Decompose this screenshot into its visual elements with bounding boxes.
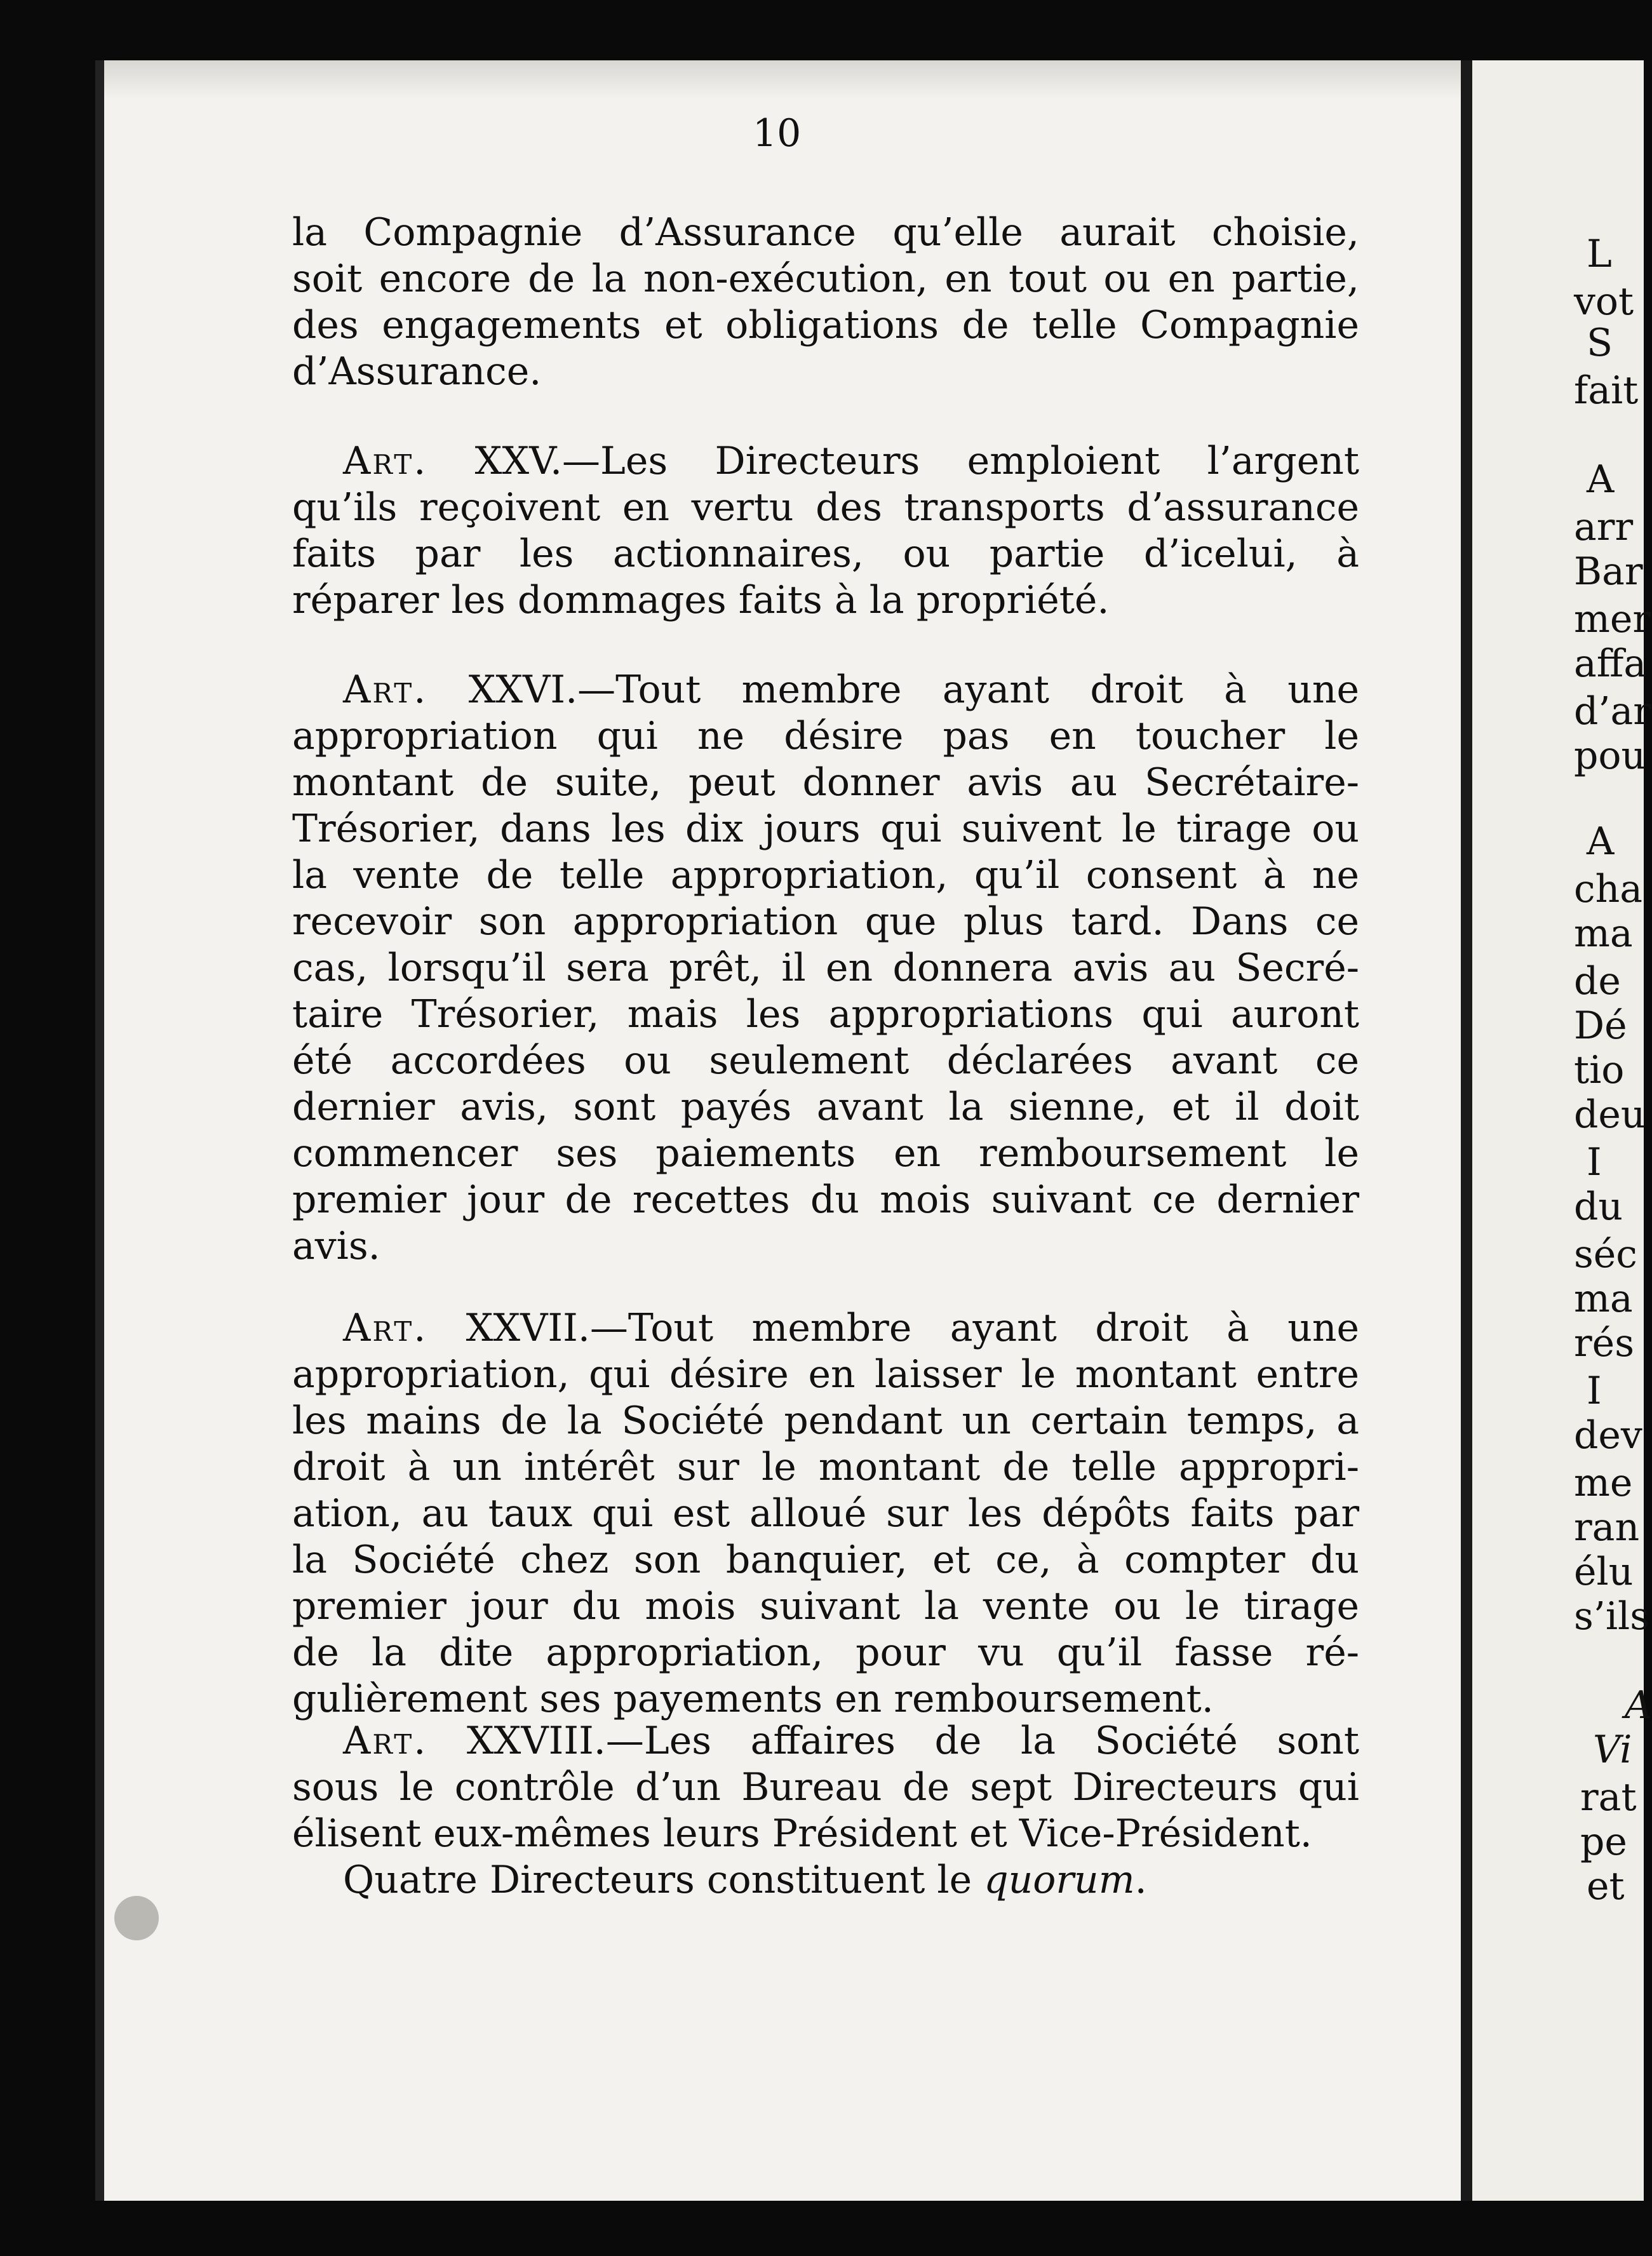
right-page-fragment: me [1574,1461,1633,1505]
text-line: élisent eux-mêmes leurs Président et Vice-Président. [292,1811,1312,1856]
article-label: Art. [343,668,428,712]
right-page-fragment: arr [1574,505,1634,549]
quorum-line [292,1857,1359,1903]
text-line: premier jour de recettes du mois suivant ce dernier [292,1178,1359,1222]
right-page-fragment: Dé [1574,1004,1627,1048]
right-page-fragment: deu [1574,1092,1646,1137]
right-page-fragment: du [1574,1185,1623,1229]
right-page-fragment: S [1587,321,1613,365]
right-page-fragment: pe [1580,1820,1627,1864]
right-page-fragment: rat [1580,1775,1637,1820]
right-page-fragment: A [1587,819,1615,864]
text-line: premier jour du mois suivant la vente ou le tirage [292,1584,1359,1628]
article-heading-line [292,667,1359,713]
right-page-fragment: A [1587,457,1615,502]
text-line: des engagements et obligations de telle Compagnie [292,303,1359,347]
text-line: été accordées ou seulement déclarées avant ce [292,1038,1359,1083]
text-line: recevoir son appropriation que plus tard. Dans ce [292,899,1359,944]
article-label: Art. [343,1306,428,1350]
paragraph-continuation [292,210,1359,395]
text-line: . [1134,1858,1147,1902]
text-line: la Compagnie d’Assurance qu’elle aurait choisie, [292,210,1359,255]
text-line: appropriation, qui désire en laisser le montant entre [292,1352,1359,1397]
right-page-fragment: I [1587,1369,1602,1413]
article-heading-line [292,1718,1359,1764]
right-page-fragment: ma [1574,911,1633,956]
article-label: Art. [343,1719,428,1763]
right-page-fragment: ran [1574,1505,1640,1550]
right-page-fragment: L [1587,232,1612,276]
text-line: gulièrement ses payements en remboursement. [292,1677,1214,1721]
article-heading-line [292,1305,1359,1352]
text-line: réparer les dommages faits à la propriété. [292,578,1110,622]
text-line: Trésorier, dans les dix jours qui suivent le tirage ou [292,807,1359,851]
quorum-emphasis: quorum [984,1858,1135,1902]
text-line: faits par les actionnaires, ou partie d’icelui, à [292,532,1359,576]
article-label: Art. [343,439,428,483]
right-page-fragment: affa [1574,641,1647,686]
right-page-fragment: rés [1574,1321,1634,1366]
text-line: montant de suite, peut donner avis au Secrétaire- [292,760,1359,805]
text-line: la vente de telle appropriation, qu’il consent à ne [292,853,1359,897]
text-line: avis. [292,1224,380,1268]
text-line: XXV.—Les Directeurs emploient l’argent [427,439,1359,483]
right-page-fragment: séc [1574,1232,1637,1277]
text-line: ation, au taux qui est alloué sur les dépôts faits par [292,1491,1359,1536]
right-page-fragment: élu [1574,1550,1634,1594]
right-page-fragment: vot [1574,279,1634,324]
text-line: dernier avis, sont payés avant la sienne, et il doit [292,1085,1359,1129]
text-line: XXVII.—Tout membre ayant droit à une [427,1306,1359,1350]
text-line: taire Trésorier, mais les appropriations qui auront [292,992,1359,1037]
right-page-fragment: fait [1574,368,1639,413]
article-xxvi [292,667,1359,1270]
article-xxv [292,438,1359,624]
text-line: cas, lorsqu’il sera prêt, il en donnera avis au Secré- [292,946,1359,990]
text-line: XXVI.—Tout membre ayant droit à une [427,668,1359,712]
text-line: appropriation qui ne désire pas en toucher le [292,714,1359,758]
text-line: droit à un intérêt sur le montant de telle appropri- [292,1445,1359,1489]
right-page-fragment: dev [1574,1413,1642,1458]
right-page-fragment: s’ils [1574,1594,1650,1639]
right-page-fragment: Vi [1593,1728,1632,1772]
right-page-fragment: Bar [1574,549,1643,594]
page-gutter [1461,60,1472,2201]
text-line: XXVIII.—Les affaires de la Société sont [427,1719,1359,1763]
article-heading-line [292,438,1359,485]
text-line: Quatre Directeurs constituent le [343,1858,984,1902]
article-xxviii [292,1718,1359,1903]
text-line: soit encore de la non-exécution, en tout ou en partie, [292,257,1359,301]
text-line: de la dite appropriation, pour vu qu’il fasse ré- [292,1630,1359,1675]
right-page-fragment: cha [1574,867,1643,911]
right-page-fragment: et [1587,1864,1625,1909]
right-page-fragment: ma [1574,1277,1633,1321]
right-page-fragment: A [1625,1683,1652,1728]
right-page-fragment: mer [1574,597,1651,641]
right-page-fragment: d’ar [1574,689,1651,734]
right-page-fragment: tio [1574,1048,1625,1092]
text-line: sous le contrôle d’un Bureau de sept Directeurs qui [292,1765,1359,1809]
text-line: la Société chez son banquier, et ce, à compter du [292,1538,1359,1582]
ink-stain [114,1896,159,1940]
right-page-fragment: pou [1574,734,1646,778]
page-number: 10 [753,111,802,156]
right-page-fragment: I [1587,1140,1602,1185]
article-xxvii [292,1305,1359,1722]
right-page-fragment: de [1574,959,1621,1004]
text-line: qu’ils reçoivent en vertu des transports d’assurance [292,485,1359,530]
text-line: les mains de la Société pendant un certain temps, a [292,1399,1359,1443]
text-line: d’Assurance. [292,349,542,394]
text-line: commencer ses paiements en remboursement le [292,1131,1359,1176]
